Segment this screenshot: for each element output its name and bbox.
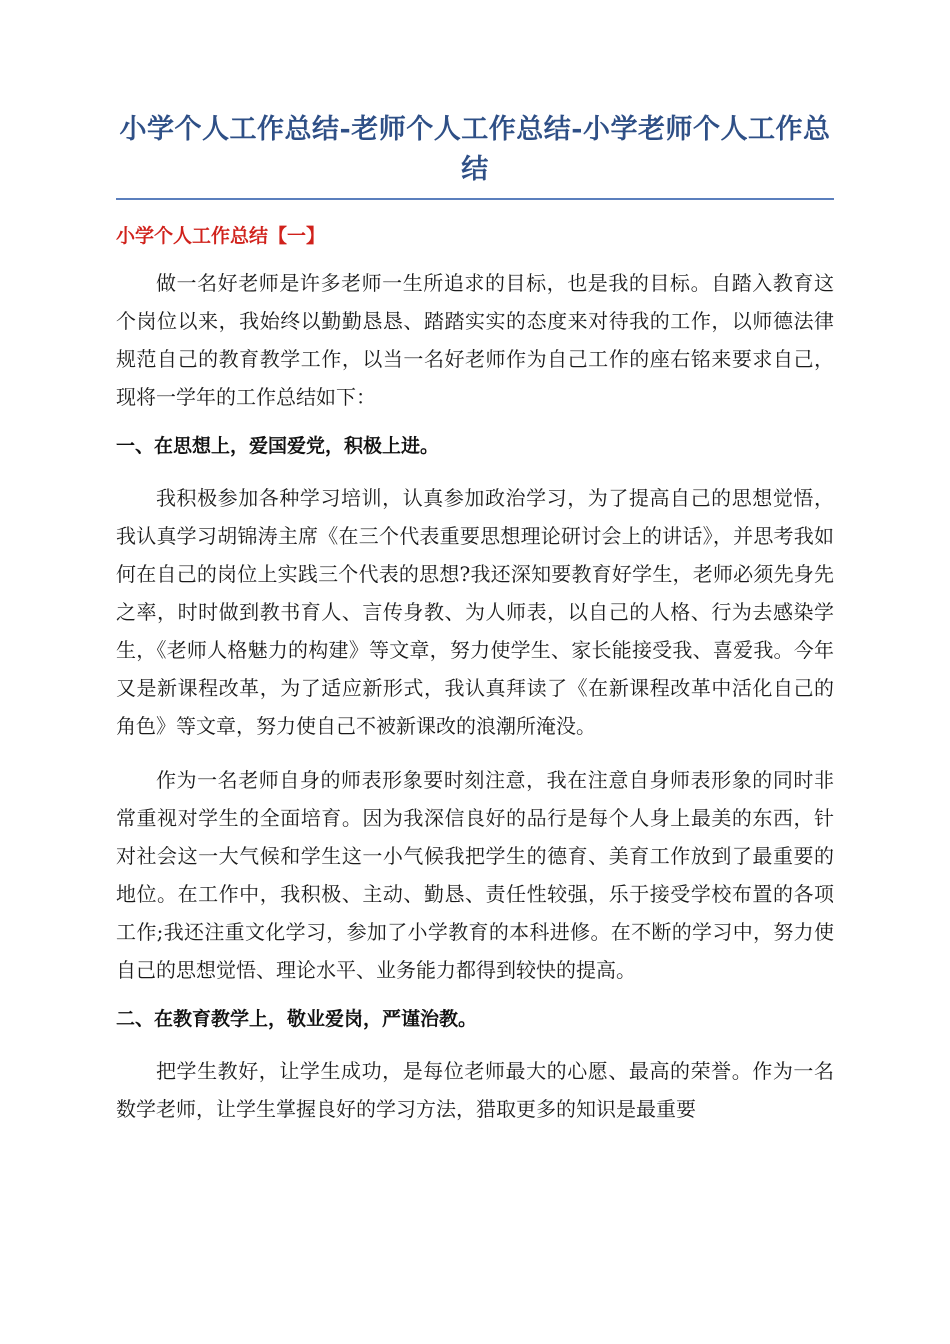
subsection-heading-2: 二、在教育教学上，敬业爱岗，严谨治教。	[116, 1008, 478, 1030]
paragraph: 我积极参加各种学习培训，认真参加政治学习，为了提高自己的思想觉悟，我认真学习胡锦涛主席《在三个代表重要思想理论研讨会上的讲话》，并思考我如何在自己的岗位上实践三个代表的思想?我还深知要教育好学生，老师必须先身先之率，时时做到教书育人、言传身教、为人师表，以自己的人格、行为去感染学生，《老师人格魅力的构建》等文章，努力使学生、家长能接受我、喜爱我。今年又是新课程改革，为了适应新形式，我认真拜读了《在新课程改革中活化自己的角色》等文章，努力使自己不被新课改的浪潮所淹没。	[116, 486, 834, 738]
section-heading: 小学个人工作总结【一】	[116, 225, 326, 247]
paragraph: 把学生教好，让学生成功，是每位老师最大的心愿、最高的荣誉。作为一名数学老师，让学生掌握良好的学习方法，猎取更多的知识是最重要	[116, 1059, 834, 1121]
subsection-heading-1: 一、在思想上，爱国爱党，积极上进。	[116, 435, 440, 457]
title-underline	[116, 198, 834, 200]
document-title: 小学个人工作总结-老师个人工作总结-小学老师个人工作总结	[119, 114, 831, 185]
intro-paragraph: 做一名好老师是许多老师一生所追求的目标，也是我的目标。自踏入教育这个岗位以来，我始终以勤勤恳恳、踏踏实实的态度来对待我的工作，以师德法律规范自己的教育教学工作，以当一名好老师作为自己工作的座右铭来要求自己，现将一学年的工作总结如下：	[116, 271, 834, 409]
paragraph: 作为一名老师自身的师表形象要时刻注意，我在注意自身师表形象的同时非常重视对学生的全面培育。因为我深信良好的品行是每个人身上最美的东西，针对社会这一大气候和学生这一小气候我把学生的德育、美育工作放到了最重要的地位。在工作中，我积极、主动、勤恳、责任性较强，乐于接受学校布置的各项工作;我还注重文化学习，参加了小学教育的本科进修。在不断的学习中，努力使自己的思想觉悟、理论水平、业务能力都得到较快的提高。	[116, 768, 834, 982]
document-content	[116, 110, 834, 1144]
